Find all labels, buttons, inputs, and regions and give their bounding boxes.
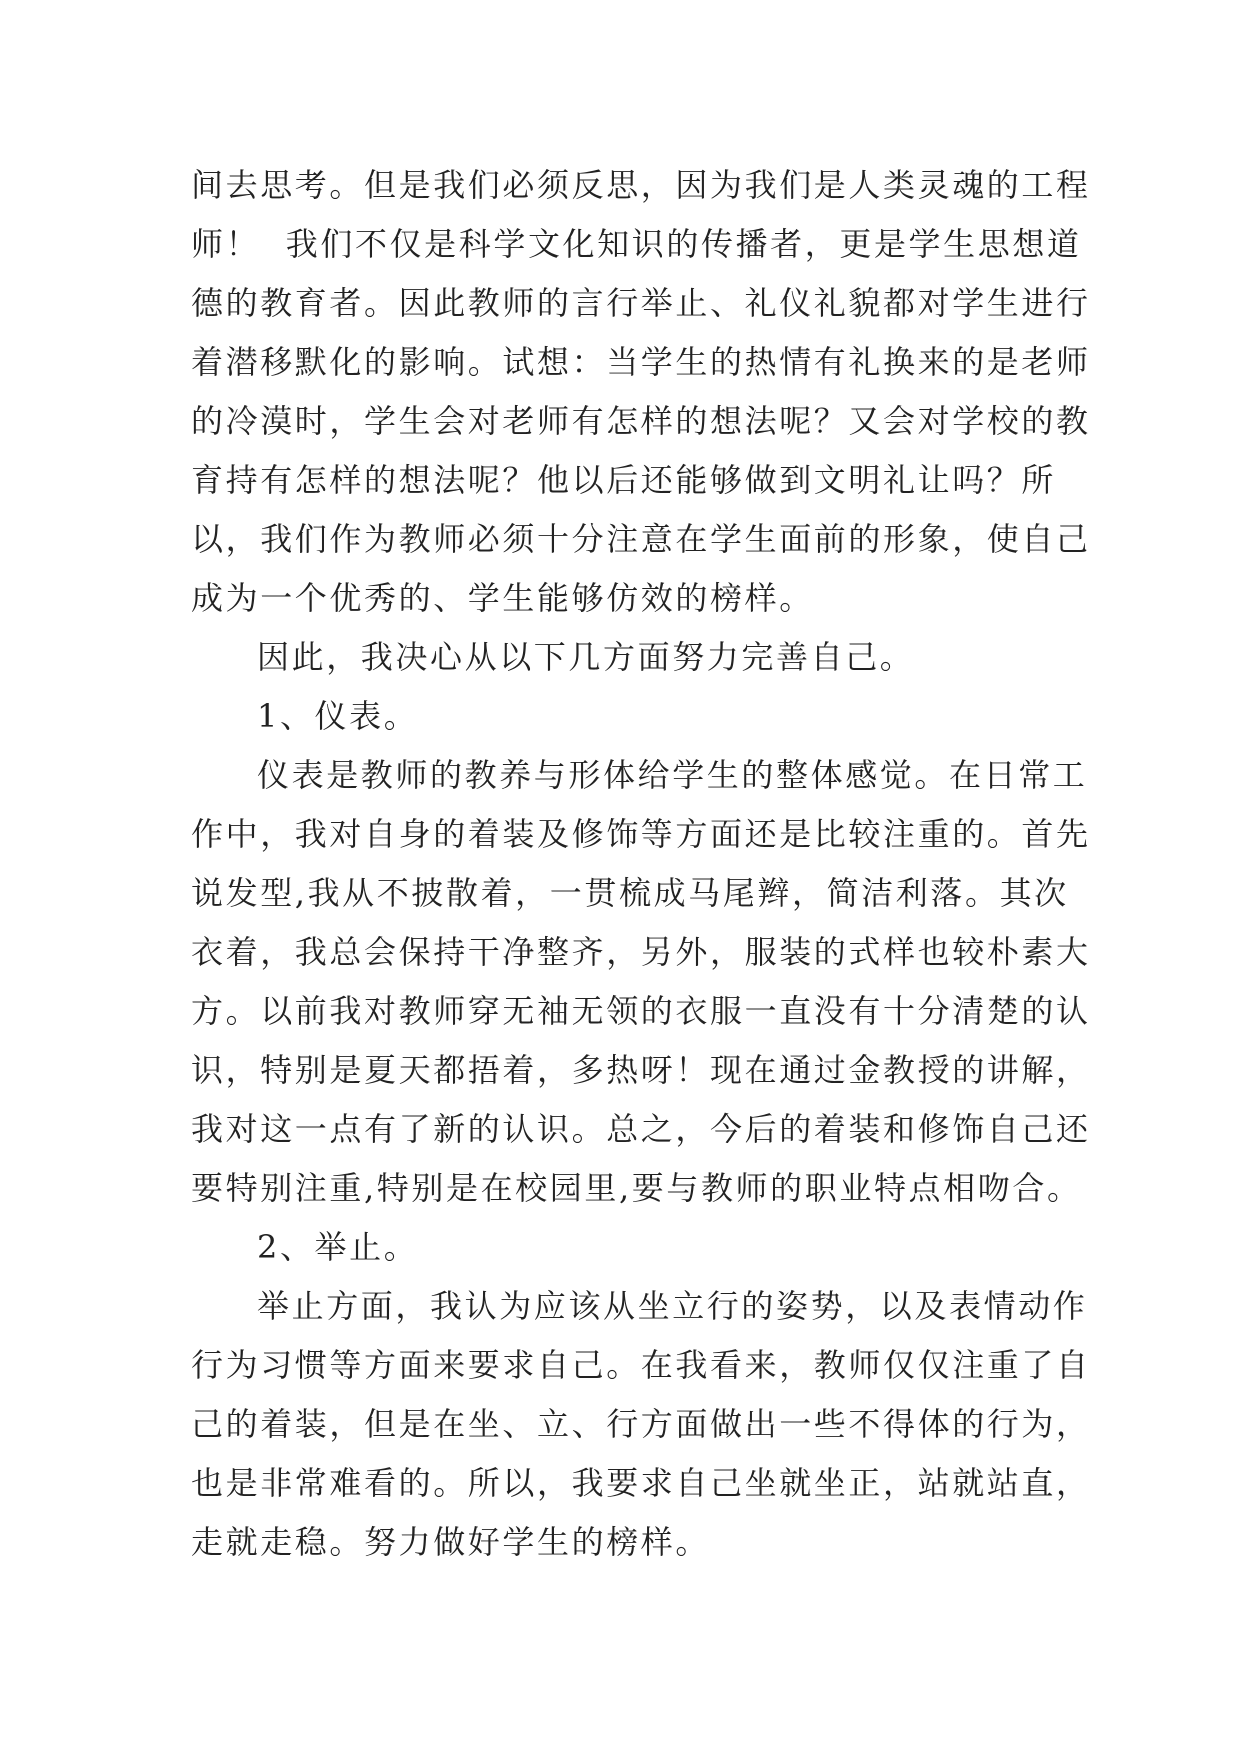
text-line: 成为一个优秀的、学生能够仿效的榜样。 [191, 579, 814, 617]
text-line: 间去思考。但是我们必须反思，因为我们是人类灵魂的工程 [191, 166, 1091, 204]
text-line: 德的教育者。因此教师的言行举止、礼仪礼貌都对学生进行 [191, 284, 1091, 322]
text-line: 要特别注重,特别是在校园里,要与教师的职业特点相吻合。 [191, 1169, 1082, 1207]
paragraph-first-line: 因此，我决心从以下几方面努力完善自己。 [257, 638, 915, 676]
text-line: 师！ 我们不仅是科学文化知识的传播者，更是学生思想道 [191, 225, 1082, 263]
text-line: 育持有怎样的想法呢？他以后还能够做到文明礼让吗？所 [191, 461, 1057, 499]
text-line: 以，我们作为教师必须十分注意在学生面前的形象，使自己 [191, 520, 1091, 558]
text-line: 着潜移默化的影响。试想：当学生的热情有礼换来的是老师 [191, 343, 1091, 381]
text-line: 我对这一点有了新的认识。总之，今后的着装和修饰自己还 [191, 1110, 1091, 1148]
text-line: 衣着，我总会保持干净整齐，另外，服装的式样也较朴素大 [191, 933, 1091, 971]
paragraph-first-line: 举止方面，我认为应该从坐立行的姿势，以及表情动作 [257, 1287, 1088, 1325]
section-heading: 2、举止。 [257, 1228, 419, 1266]
text-line: 作中，我对自身的着装及修饰等方面还是比较注重的。首先 [191, 815, 1091, 853]
text-line: 走就走稳。努力做好学生的榜样。 [191, 1523, 711, 1561]
text-line: 行为习惯等方面来要求自己。在我看来，教师仅仅注重了自 [191, 1346, 1091, 1384]
text-line: 方。以前我对教师穿无袖无领的衣服一直没有十分清楚的认 [191, 992, 1091, 1030]
text-line: 识，特别是夏天都捂着，多热呀！现在通过金教授的讲解， [191, 1051, 1091, 1089]
section-heading: 1、仪表。 [257, 697, 419, 735]
text-line: 说发型,我从不披散着，一贯梳成马尾辫，简洁利落。其次 [191, 874, 1069, 912]
paragraph-first-line: 仪表是教师的教养与形体给学生的整体感觉。在日常工 [257, 756, 1088, 794]
text-line: 己的着装，但是在坐、立、行方面做出一些不得体的行为， [191, 1405, 1091, 1443]
document-body [191, 156, 1091, 1572]
text-line: 也是非常难看的。所以，我要求自己坐就坐正，站就站直， [191, 1464, 1091, 1502]
text-line: 的冷漠时，学生会对老师有怎样的想法呢？又会对学校的教 [191, 402, 1091, 440]
